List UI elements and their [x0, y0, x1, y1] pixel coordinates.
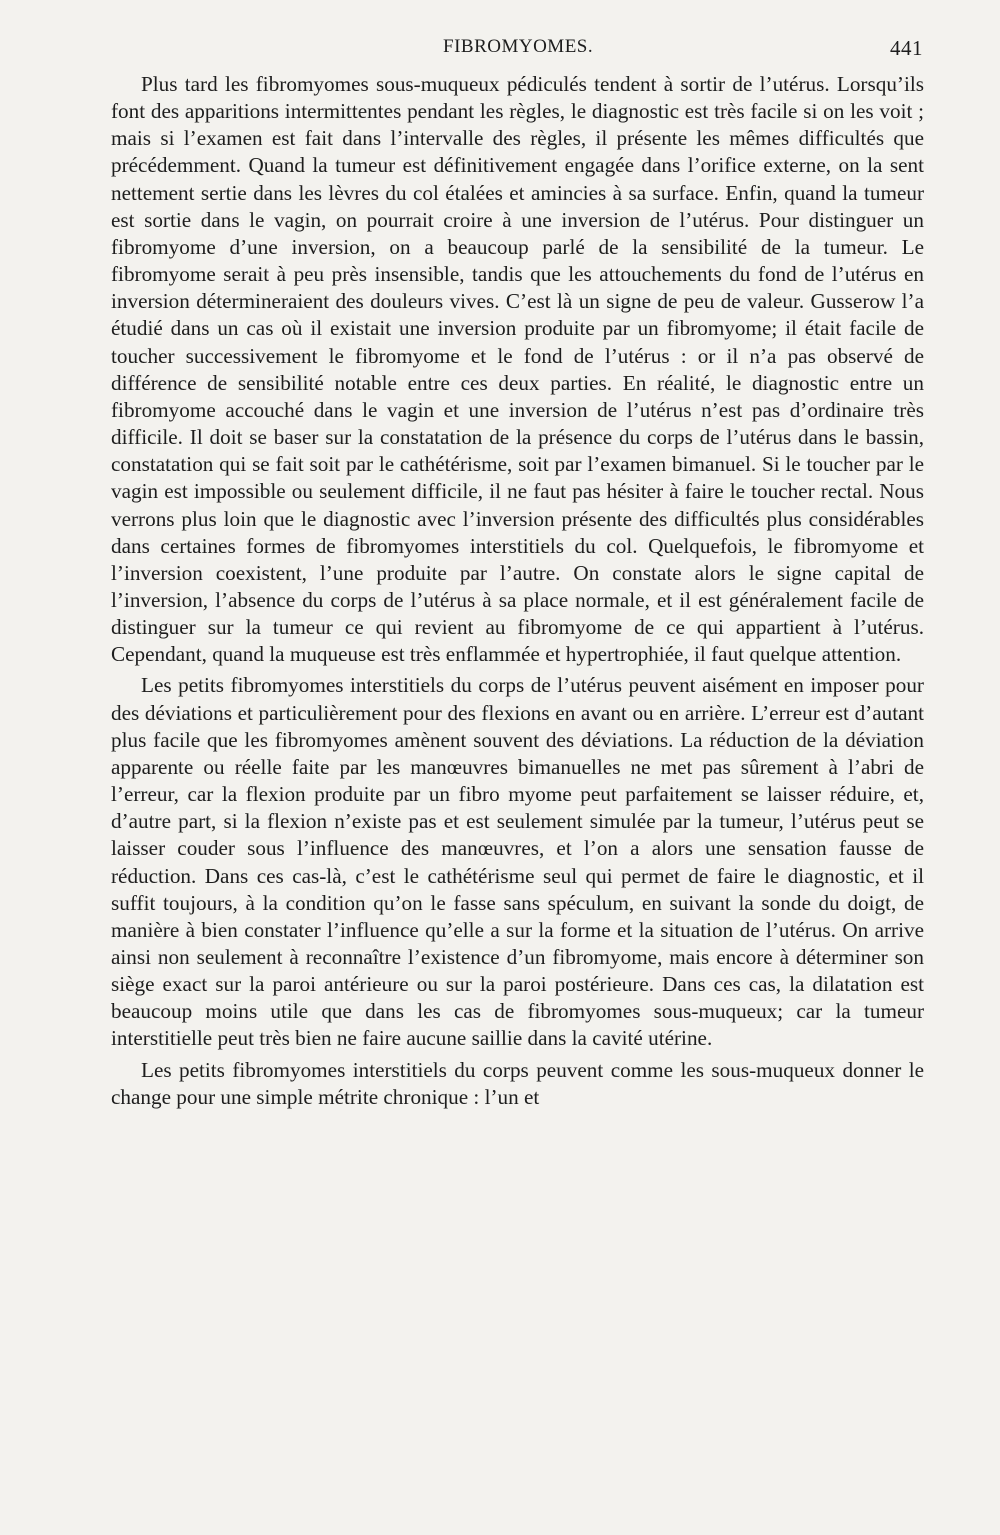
running-title: FIBROMYOMES.	[443, 36, 594, 57]
running-head	[0, 36, 1000, 60]
paragraph-1: Plus tard les fibromyomes sous-muqueux pédiculés tendent à sortir de l’utérus. Lorsqu’ils font des apparitions intermittentes pendant les règles, le diagnostic est très facile si on les voit ; mais si l’examen est fait dans l’intervalle des règles, il présente les mêmes difficultés que précédemment. Quand la tumeur est définitivement engagée dans l’orifice externe, on la sent nettement sertie dans les lèvres du col étalées et amincies à sa surface. Enfin, quand la tumeur est sortie dans le vagin, on pourrait croire à une inversion de l’utérus. Pour distinguer un fibromyome d’une inversion, on a beaucoup parlé de la sensibilité de la tumeur. Le fibromyome serait à peu près insensible, tandis que les attouchements du fond de l’utérus en inversion détermineraient des douleurs vives. C’est là un signe de peu de valeur. Gusserow l’a étudié dans un cas où il existait une inversion produite par un fibromyome; il était facile de toucher successivement le fibromyome et le fond de l’utérus : or il n’a pas observé de différence de sensibilité notable entre ces deux parties. En réalité, le diagnostic entre un fibromyome accouché dans le vagin et une inversion de l’utérus n’est pas d’ordinaire très difficile. Il doit se baser sur la constatation de la présence du corps de l’utérus dans le bassin, constatation qui se fait soit par le cathétérisme, soit par l’examen bimanuel. Si le toucher par le vagin est impossible ou seulement difficile, il ne faut pas hésiter à faire le toucher rectal. Nous verrons plus loin que le diagnostic avec l’inversion présente des difficultés plus considérables dans certaines formes de fibromyomes interstitiels du col. Quelquefois, le fibromyome et l’inversion coexistent, l’une produite par l’autre. On constate alors le signe capital de l’inversion, l’absence du corps de l’utérus à sa place normale, et il est généralement facile de distinguer sur la tumeur ce qui revient au fibromyome de ce qui appartient à l’utérus. Cependant, quand la muqueuse est très enflammée et hypertrophiée, il faut quelque attention.	[111, 72, 924, 667]
paragraph-2: Les petits fibromyomes interstitiels du corps de l’utérus peuvent aisément en imposer pour des déviations et particulièrement pour des flexions en avant ou en arrière. L’erreur est d’autant plus facile que les fibromyomes amènent souvent des déviations. La réduction de la déviation apparente ou réelle faite par les manœuvres bimanuelles ne met pas sûrement à l’abri de l’erreur, car la flexion produite par un fibro myome peut parfaitement se laisser réduire, et, d’autre part, si la flexion n’existe pas et est seulement simulée par la tumeur, l’utérus peut se laisser couder sous l’influence des manœuvres, et l’on a alors une sensation fausse de réduction. Dans ces cas-là, c’est le cathétérisme seul qui permet de faire le diagnostic, et il suffit toujours, à la condition qu’on le fasse sans spéculum, en suivant la sonde du doigt, de manière à bien constater l’influence qu’elle a sur la forme et la situation de l’utérus. On arrive ainsi non seulement à reconnaître l’existence d’un fibromyome, mais encore à déterminer son siège exact sur la paroi antérieure ou sur la paroi postérieure. Dans ces cas, la dilatation est beaucoup moins utile que dans les cas de fibromyomes sous-muqueux; car la tumeur interstitielle peut très bien ne faire aucune saillie dans la cavité utérine.	[111, 673, 924, 1051]
page-number: 441	[890, 36, 923, 60]
paragraph-3: Les petits fibromyomes interstitiels du corps peuvent comme les sous-muqueux donner le change pour une simple métrite chronique : l’un et	[111, 1057, 924, 1109]
body-text	[111, 71, 924, 1115]
